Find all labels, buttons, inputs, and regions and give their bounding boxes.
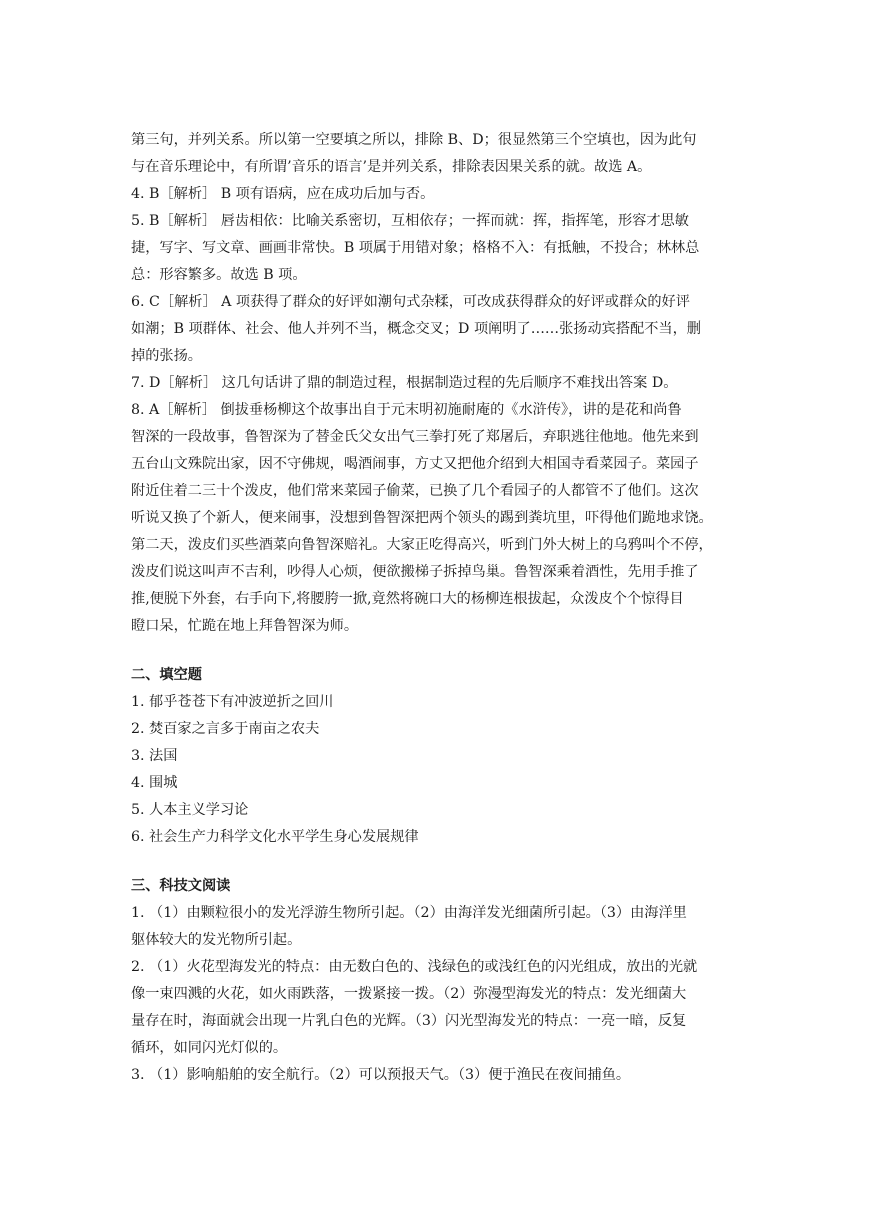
list-item: 1. 郁乎苍苍下有冲波逆折之回川 <box>131 694 334 710</box>
text-line: 推,便脱下外套，右手向下,将腰胯一掀,竟然将碗口大的杨柳连根拔起，众泼皮个个惊得目 <box>131 591 684 607</box>
text-line: 量存在时，海面就会出现一片乳白色的光辉。（3）闪光型海发光的特点：一亮一暗，反复 <box>131 1013 687 1029</box>
answer-6: 6. C［解析］ A 项获得了群众的好评如潮句式杂糅，可改成获得群众的好评或群众的好评 <box>131 294 690 310</box>
text-line: 3. （1）影响船舶的安全航行。（2）可以预报天气。（3）便于渔民在夜间捕鱼。 <box>131 1067 631 1083</box>
text-line: 附近住着二三十个泼皮，他们常来菜园子偷菜，已换了几个看园子的人都管不了他们。这次 <box>131 483 699 499</box>
text-line: 总：形容繁多。故选 B 项。 <box>131 267 307 283</box>
text-line: 躯体较大的发光物所引起。 <box>131 932 302 948</box>
text-line: 掉的张扬。 <box>131 348 202 364</box>
section-heading: 二、填空题 <box>131 667 202 683</box>
section-gap <box>131 851 741 873</box>
text-line: 泼皮们说这叫声不吉利，吵得人心烦，便欲搬梯子拆掉鸟巢。鲁智深乘着酒性，先用手推了 <box>131 564 699 580</box>
list-item: 6. 社会生产力科学文化水平学生身心发展规律 <box>131 829 419 845</box>
section-gap <box>131 640 741 662</box>
answer-5: 5. B［解析］ 唇齿相依：比喻关系密切，互相依存；一挥而就：挥，指挥笔，形容才思敏 <box>131 213 689 229</box>
text-line: 听说又换了个新人，便来闹事，没想到鲁智深把两个领头的踢到粪坑里，吓得他们跪地求饶。 <box>131 510 713 526</box>
text-line: 2. （1）火花型海发光的特点：由无数白色的、浅绿色的或浅红色的闪光组成，放出的光就 <box>131 959 698 975</box>
answer-4: 4. B［解析］ B 项有语病，应在成功后加与否。 <box>131 186 435 202</box>
text-line: 捷，写字、写文章、画画非常快。B 项属于用错对象；格格不入：有抵触，不投合；林林总 <box>131 240 700 256</box>
text-line: 如潮；B 项群体、社会、他人并列不当，概念交叉；D 项阐明了……张扬动宾搭配不当，删 <box>131 321 701 337</box>
answer-8: 8. A［解析］ 倒拔垂杨柳这个故事出自于元末明初施耐庵的《水浒传》，讲的是花和尚鲁 <box>131 402 682 418</box>
answer-content <box>131 127 741 1089</box>
text-line: 智深的一段故事，鲁智深为了替金氏父女出气三拳打死了郑屠后，弃职逃往他地。他先来到 <box>131 429 699 445</box>
section-3-reading <box>131 873 741 1089</box>
answer-7: 7. D［解析］ 这几句话讲了鼎的制造过程，根据制造过程的先后顺序不难找出答案 D。 <box>131 375 678 391</box>
list-item: 4. 围城 <box>131 775 178 791</box>
text-line: 循环，如同闪光灯似的。 <box>131 1040 288 1056</box>
list-item: 5. 人本主义学习论 <box>131 802 249 818</box>
text-line: 像一束四溅的火花，如火雨跌落，一拨紧接一拨。（2）弥漫型海发光的特点：发光细菌大 <box>131 986 687 1002</box>
list-item: 3. 法国 <box>131 748 178 764</box>
text-line: 五台山文殊院出家，因不守佛规，喝酒闹事，方丈又把他介绍到大相国寺看菜园子。菜园子 <box>131 456 699 472</box>
text-line: 第三句，并列关系。所以第一空要填之所以，排除 B、D；很显然第三个空填也，因为此句 <box>131 132 697 148</box>
text-line: 第二天，泼皮们买些酒菜向鲁智深赔礼。大家正吃得高兴，听到门外大树上的乌鸦叫个不停， <box>131 537 713 553</box>
text-line: 瞪口呆，忙跪在地上拜鲁智深为师。 <box>131 618 359 634</box>
section-2-fill-blank <box>131 662 741 851</box>
text-line: 与在音乐理论中，有所谓’音乐的语言’是并列关系，排除表因果关系的就。故选 A。 <box>131 159 652 175</box>
section-1-answers <box>131 127 741 640</box>
text-line: 1. （1）由颗粒很小的发光浮游生物所引起。（2）由海洋发光细菌所引起。（3）由海洋里 <box>131 905 687 921</box>
section-heading: 三、科技文阅读 <box>131 878 231 894</box>
list-item: 2. 焚百家之言多于南亩之农夫 <box>131 721 320 737</box>
